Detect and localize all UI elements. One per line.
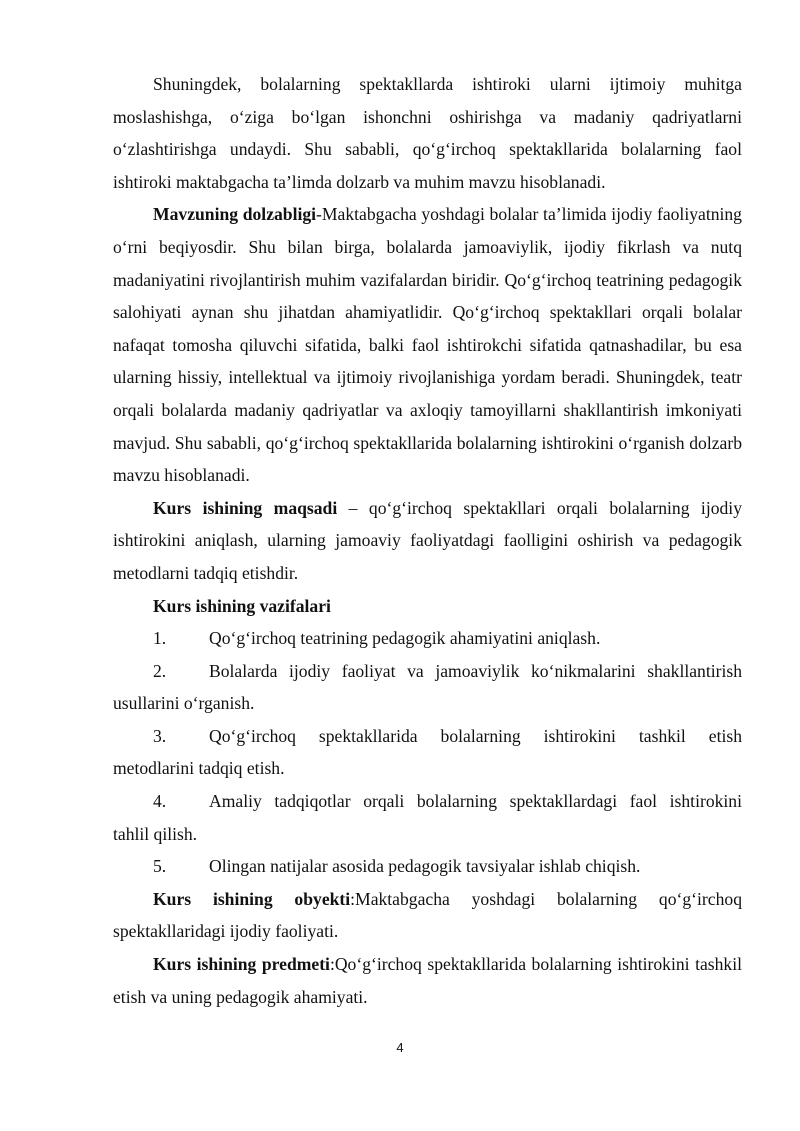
list-item-text: Qo‘g‘irchoq spektakllarida bolalarning ishtirokini tashkil etish: [209, 725, 742, 746]
list-item: [113, 720, 742, 785]
goal-paragraph: [113, 492, 742, 590]
list-item: [113, 622, 742, 655]
relevance-text: -Maktabgacha yoshdagi bolalar ta’limida ijodiy faoliyatning o‘rni beqiyosdir. Shu bilan birga, bolalarda jamoaviylik, ijodiy fikrlash va nutq madaniyatini rivojlantirish muhim vazifalardan biridir. Qo‘g‘irchoq teatrining pedagogik salohiyati aynan shu jihatdan ahamiyatlidir. Qo‘g‘irchoq spektakllari orqali bolalar nafaqat tomosha qiluvchi sifatida, balki faol ishtirokchi sifatida qatnashadilar, bu esa ularning hissiy, intellektual va ijtimoiy rivojlanishiga yordam beradi. Shuningdek, teatr orqali bolalarda madaniy qadriyatlar va axloqiy tamoyillarni shakllantirish imkoniyati mavjud. Shu sababli, qo‘g‘irchoq spektakllarida bolalarning ishtirokini o‘rganish dolzarb mavzu hisoblanadi.: [113, 204, 742, 486]
object-heading: Kurs ishining obyekti: [153, 888, 351, 909]
object-paragraph: [113, 883, 742, 948]
list-item-continuation: usullarini o‘rganish.: [113, 693, 255, 714]
relevance-paragraph: [113, 198, 742, 491]
list-item-number: 5.: [153, 856, 167, 877]
list-item-number: 2.: [153, 660, 167, 681]
tasks-list: [113, 622, 742, 883]
document-page: [113, 68, 742, 1013]
list-item-text: Qo‘g‘irchoq teatrining pedagogik ahamiyatini aniqlash.: [209, 628, 601, 649]
list-item-number: 1.: [153, 628, 167, 649]
list-item: [113, 785, 742, 850]
tasks-heading: [113, 590, 742, 623]
list-item-text: Amaliy tadqiqotlar orqali bolalarning spektakllardagi faol ishtirokini: [209, 791, 742, 812]
page-number: 4: [396, 1040, 404, 1055]
list-item-text: Olingan natijalar asosida pedagogik tavsiyalar ishlab chiqish.: [209, 856, 641, 877]
list-item: [113, 655, 742, 720]
relevance-heading: Mavzuning dolzabligi: [153, 204, 317, 225]
object-text: :Maktabgacha yoshdagi bolalarning qo‘g‘irchoq spektakllaridagi ijodiy faoliyati.: [113, 888, 742, 942]
tasks-heading-text: Kurs ishining vazifalari: [153, 595, 331, 616]
goal-heading: Kurs ishining maqsadi: [153, 497, 338, 518]
subject-paragraph: [113, 948, 742, 1013]
list-item-number: 3.: [153, 725, 167, 746]
list-item-continuation: tahlil qilish.: [113, 823, 198, 844]
intro-paragraph: Shuningdek, bolalarning spektakllarda ishtiroki ularni ijtimoiy muhitga moslashishga, o‘ziga bo‘lgan ishonchni oshirishga va madaniy qadriyatlarni o‘zlashtirishga undaydi. Shu sababli, qo‘g‘irchoq spektakllarida bolalarning faol ishtiroki maktabgacha ta’limda dolzarb va muhim mavzu hisoblanadi.: [113, 74, 742, 192]
list-item-number: 4.: [153, 791, 167, 812]
subject-heading: Kurs ishining predmeti: [153, 954, 330, 975]
subject-text: :Qo‘g‘irchoq spektakllarida bolalarning ishtirokini tashkil etish va uning pedagogik ahamiyati.: [113, 954, 743, 1007]
goal-text: – qo‘g‘irchoq spektakllari orqali bolalarning ijodiy ishtirokini aniqlash, ularning jamoaviy faoliyatdagi faolligini oshirish va pedagogik metodlarni tadqiq etishdir.: [113, 497, 742, 583]
list-item-text: Bolalarda ijodiy faoliyat va jamoaviylik ko‘nikmalarini shakllantirish: [209, 660, 742, 681]
list-item-continuation: metodlarini tadqiq etish.: [113, 758, 285, 779]
list-item: [113, 850, 742, 883]
